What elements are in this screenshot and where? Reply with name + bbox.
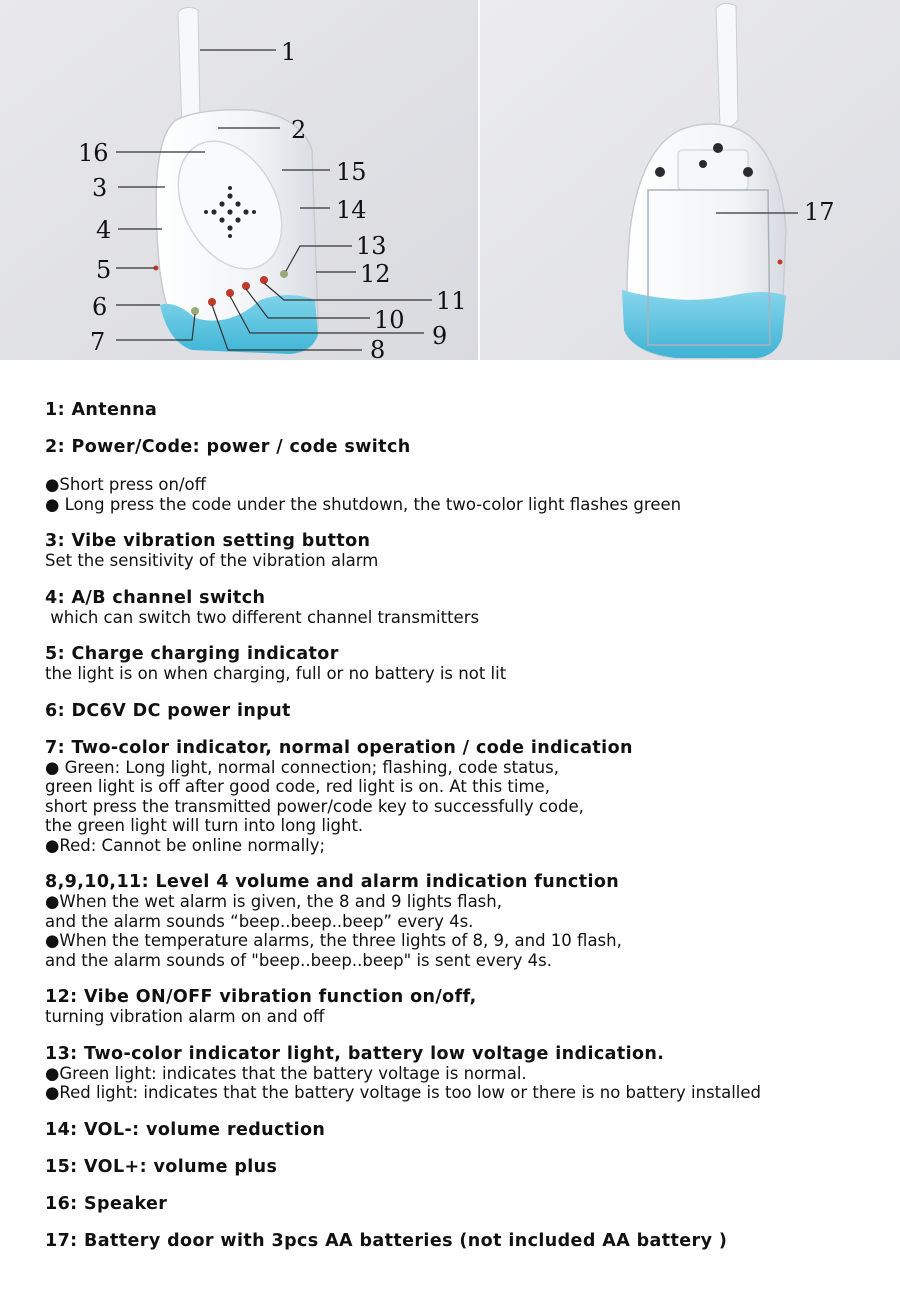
item-title: 8,9,10,11: Level 4 volume and alarm indication function <box>45 872 620 892</box>
antenna <box>178 7 200 129</box>
belt-clip <box>678 150 748 190</box>
callout-6: 6 <box>92 293 108 321</box>
callout-11: 11 <box>436 287 467 315</box>
callout-9: 9 <box>432 322 448 350</box>
item-8-11 <box>45 872 885 970</box>
callout-7: 7 <box>90 328 106 356</box>
item-title: 1: Antenna <box>45 400 158 420</box>
callout-10: 10 <box>374 306 405 334</box>
led-9 <box>226 289 234 297</box>
item-2 <box>45 437 885 514</box>
item-title: 12: Vibe ON/OFF vibration function on/off, <box>45 987 477 1007</box>
item-13 <box>45 1044 885 1103</box>
item-title: 4: A/B channel switch <box>45 587 266 608</box>
led-7 <box>191 307 199 315</box>
description-line: ●Green light: indicates that the battery voltage is normal. <box>45 1063 527 1083</box>
item-description <box>45 892 885 970</box>
callout-12: 12 <box>360 260 391 288</box>
led-11 <box>260 276 268 284</box>
description-line: turning vibration alarm on and off <box>45 1007 325 1026</box>
description-line: ●Red light: indicates that the battery voltage is too low or there is no battery installed <box>45 1083 762 1102</box>
item-description <box>45 475 885 514</box>
item-title: 3: Vibe vibration setting button <box>45 531 371 551</box>
description-line: short press the transmitted power/code key to successfully code, <box>45 796 584 816</box>
item-description <box>45 758 885 856</box>
item-1 <box>45 400 885 420</box>
description-line: ●Short press on/off <box>45 475 206 494</box>
item-15 <box>45 1157 885 1177</box>
led-13 <box>280 270 288 278</box>
callout-16: 16 <box>78 139 109 167</box>
description-line: the green light will turn into long light. <box>45 816 364 835</box>
item-description <box>45 1064 885 1103</box>
description-line: ● Long press the code under the shutdown, the two-color light flashes green <box>45 494 682 514</box>
description-line: the light is on when charging, full or no battery is not lit <box>45 664 507 683</box>
item-title: 7: Two-color indicator, normal operation / code indication <box>45 737 633 758</box>
callout-14: 14 <box>336 196 367 224</box>
item-title: 16: Speaker <box>45 1193 168 1214</box>
antenna <box>716 3 738 127</box>
feature-list <box>45 400 885 1268</box>
item-7 <box>45 738 885 856</box>
item-3 <box>45 531 885 571</box>
callout-13: 13 <box>356 232 387 260</box>
item-16 <box>45 1194 885 1214</box>
description-line: green light is off after good code, red light is on. At this time, <box>45 777 550 796</box>
description-line: which can switch two different channel transmitters <box>45 607 480 627</box>
item-17 <box>45 1231 885 1251</box>
callout-4: 4 <box>96 216 112 244</box>
led-8 <box>208 298 216 306</box>
item-description <box>45 1007 885 1027</box>
description-line: ●When the temperature alarms, the three lights of 8, 9, and 10 flash, <box>45 931 622 950</box>
front-view-photo <box>0 0 478 360</box>
description-line: and the alarm sounds of "beep..beep..beep" is sent every 4s. <box>45 950 552 970</box>
blue-base <box>622 290 786 358</box>
item-title: 2: Power/Code: power / code switch <box>45 437 411 457</box>
item-description <box>45 664 885 684</box>
item-description <box>45 551 885 571</box>
item-14 <box>45 1120 885 1140</box>
item-title: 5: Charge charging indicator <box>45 644 339 664</box>
callout-15: 15 <box>336 158 367 186</box>
item-title: 15: VOL+: volume plus <box>45 1156 278 1177</box>
item-title: 13: Two-color indicator light, battery low voltage indication. <box>45 1043 665 1064</box>
description-line: ●When the wet alarm is given, the 8 and 9 lights flash, <box>45 892 502 911</box>
item-description <box>45 608 885 628</box>
led-10 <box>242 282 250 290</box>
callout-5: 5 <box>96 256 112 284</box>
item-12 <box>45 987 885 1027</box>
callout-3: 3 <box>92 174 108 202</box>
item-5 <box>45 644 885 684</box>
description-line: Set the sensitivity of the vibration alarm <box>45 551 379 570</box>
item-title: 6: DC6V DC power input <box>45 700 291 721</box>
description-line: ● Green: Long light, normal connection; flashing, code status, <box>45 757 559 777</box>
item-title: 17: Battery door with 3pcs AA batteries (not included AA battery ) <box>45 1230 728 1251</box>
back-view-photo <box>480 0 900 360</box>
item-4 <box>45 588 885 628</box>
callout-8: 8 <box>370 336 386 360</box>
product-photos <box>0 0 900 360</box>
description-line: and the alarm sounds “beep..beep..beep” every 4s. <box>45 911 474 931</box>
callout-17: 17 <box>804 198 835 226</box>
callout-1: 1 <box>281 38 297 66</box>
item-6 <box>45 701 885 721</box>
item-title: 14: VOL-: volume reduction <box>45 1119 326 1140</box>
callout-2: 2 <box>291 116 307 144</box>
description-line: ●Red: Cannot be online normally; <box>45 835 326 855</box>
